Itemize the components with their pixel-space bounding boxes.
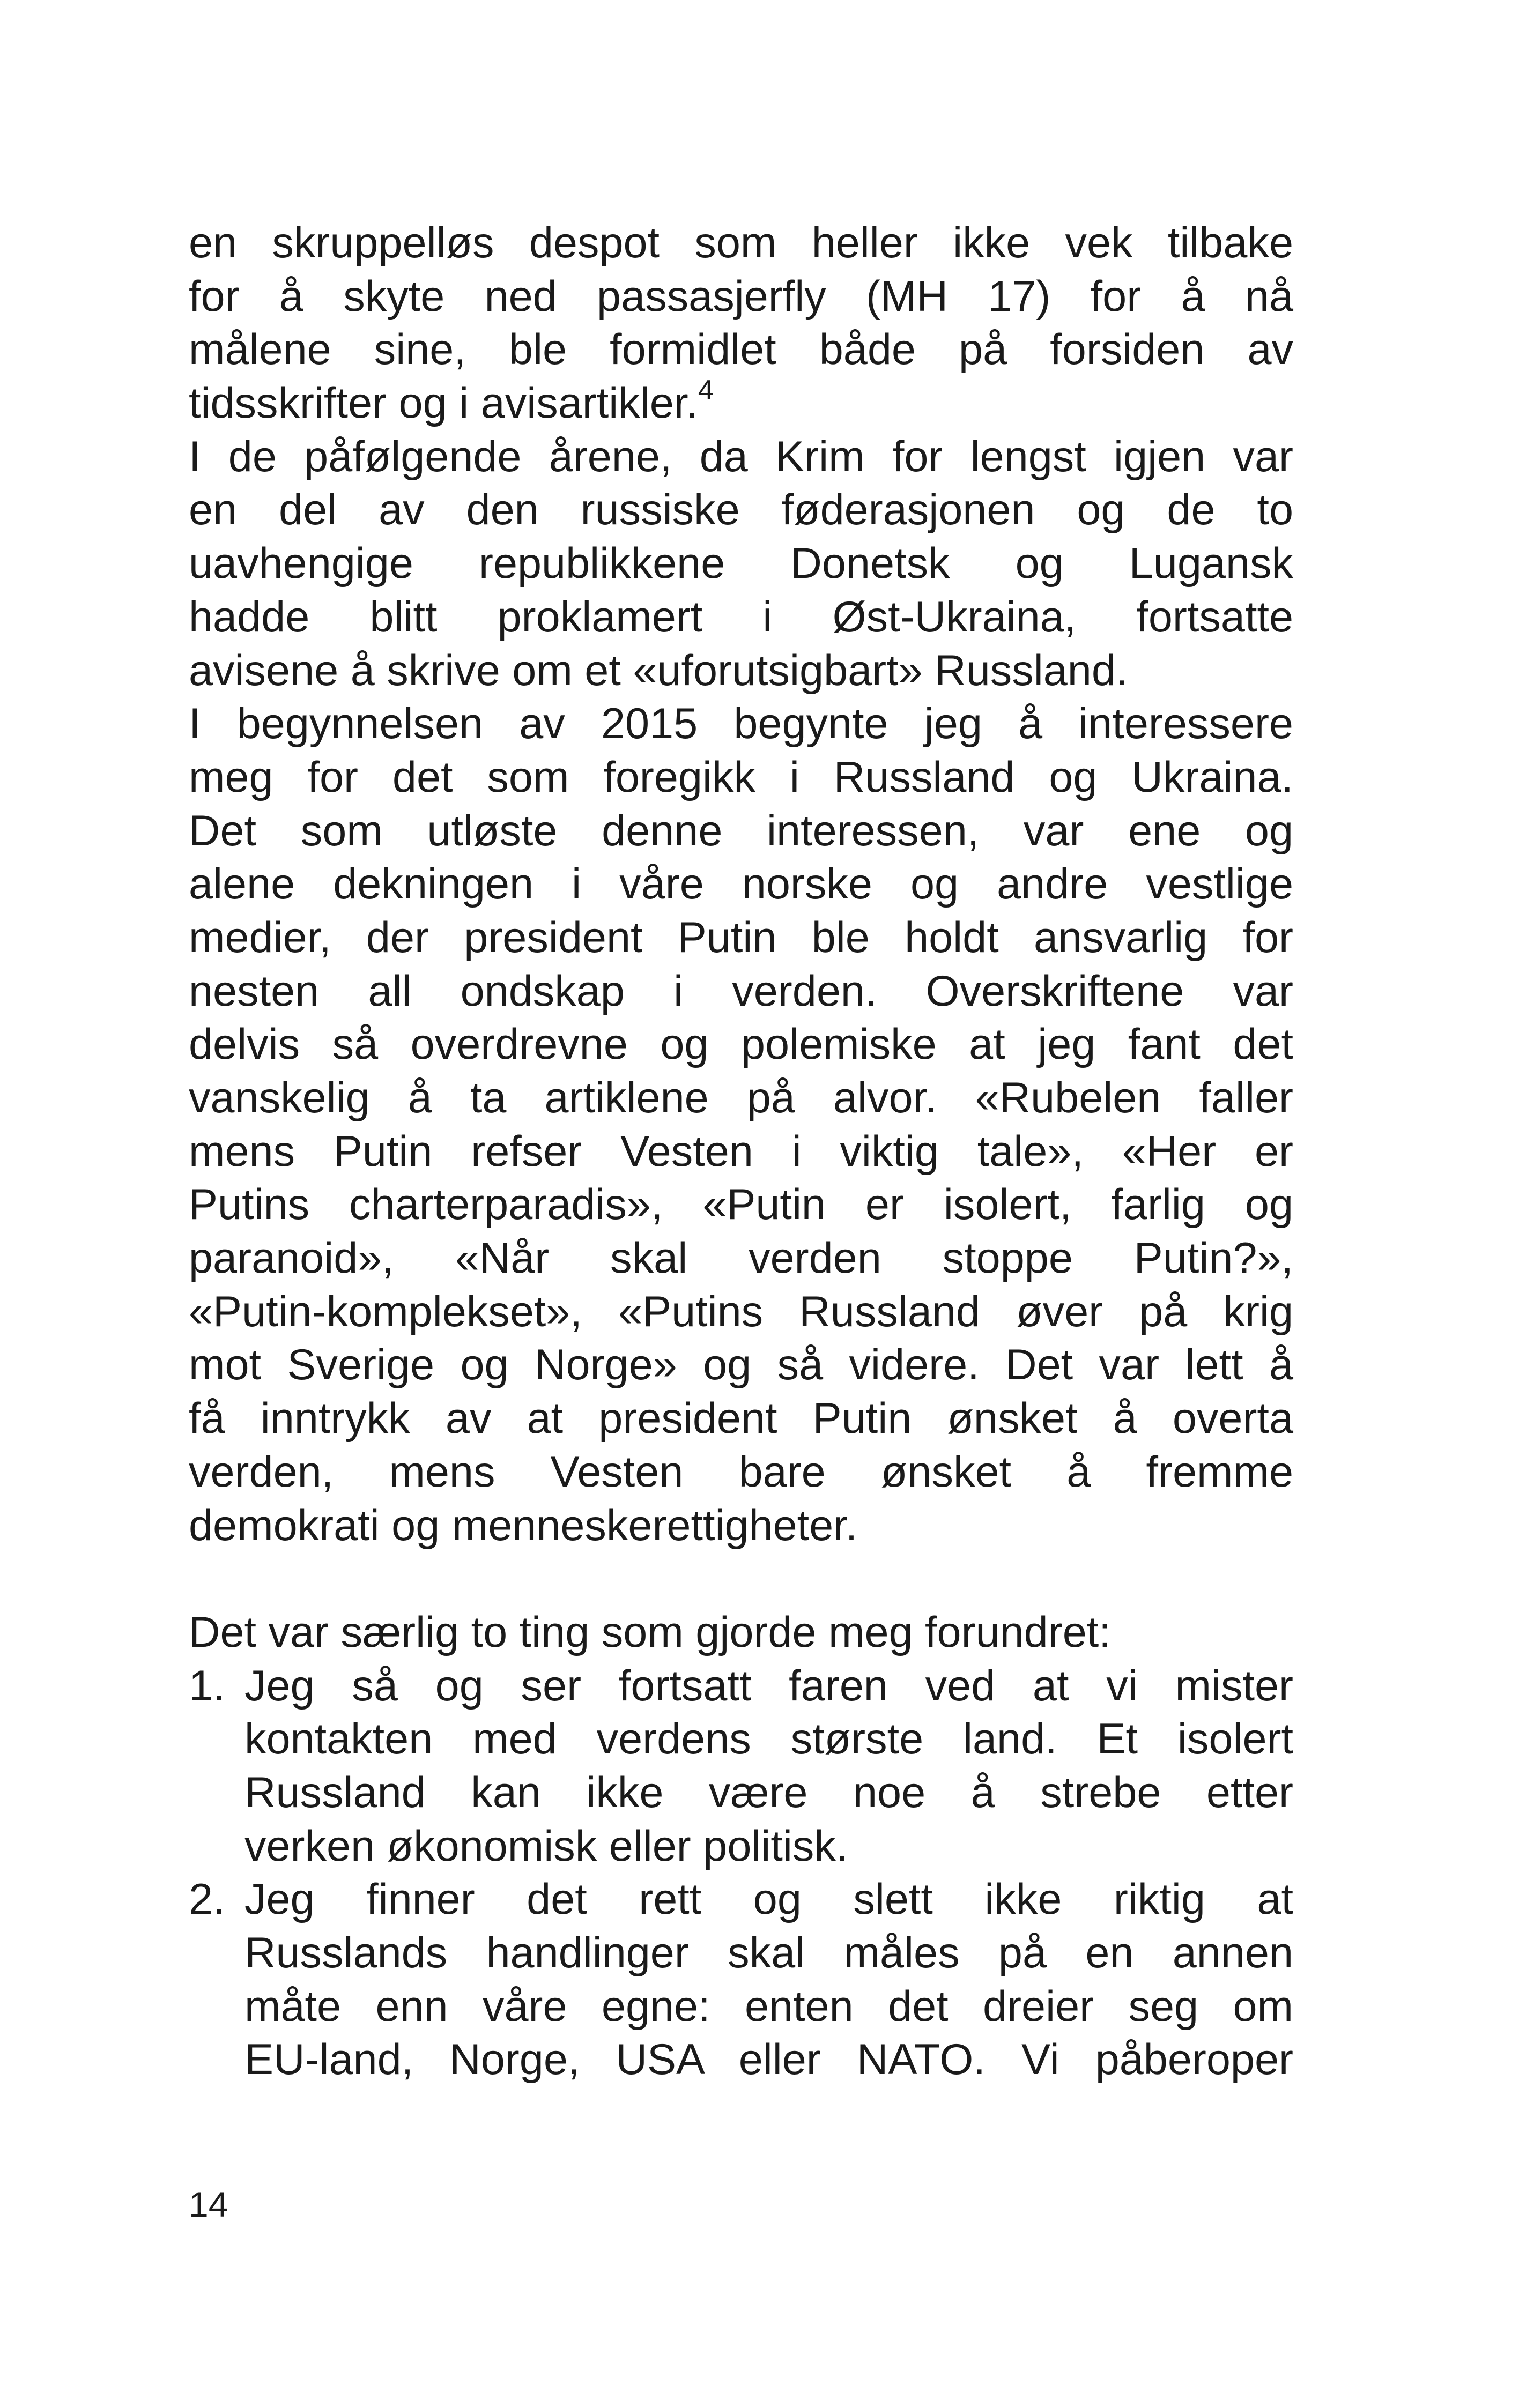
text-line: delvis så overdrevne og polemiske at jeg fant det: [189, 1020, 1293, 1069]
text-line: Putins charterparadis», «Putin er isolert, farlig og: [189, 1180, 1293, 1229]
text-line: Jeg så og ser fortsatt faren ved at vi mister: [244, 1661, 1293, 1710]
text-line: mens Putin refser Vesten i viktig tale», «Her er: [189, 1127, 1293, 1176]
text-line: EU-land, Norge, USA eller NATO. Vi påberoper: [244, 2035, 1293, 2084]
text-span: tidsskrifter og i avisartikler.: [189, 379, 698, 428]
text-line: for å skyte ned passasjerfly (MH 17) for å nå: [189, 272, 1293, 321]
text-line: alene dekningen i våre norske og andre vestlige: [189, 860, 1293, 909]
text-line: Det som utløste denne interessen, var ene og: [189, 806, 1293, 855]
text-line: «Putin-komplekset», «Putins Russland øver på krig: [189, 1287, 1293, 1336]
text-line: mot Sverige og Norge» og så videre. Det var lett å: [189, 1341, 1293, 1389]
text-line: måte enn våre egne: enten det dreier seg om: [244, 1982, 1293, 2031]
list-item-number: 1.: [189, 1661, 225, 1710]
text-line: Russlands handlinger skal måles på en annen: [244, 1929, 1293, 1977]
text-line: kontakten med verdens største land. Et isolert: [244, 1715, 1293, 1764]
page-body: [189, 217, 1293, 2087]
paragraph: [189, 430, 1293, 697]
text-line: Russland kan ikke være noe å strebe etter: [244, 1768, 1293, 1817]
text-line: I de påfølgende årene, da Krim for lengst igjen var: [189, 432, 1293, 481]
list-item: [189, 1660, 1293, 1874]
text-line: paranoid», «Når skal verden stoppe Putin?»,: [189, 1234, 1293, 1283]
paragraph: [189, 1606, 1293, 1660]
text-line: verken økonomisk eller politisk.: [244, 1822, 848, 1870]
paragraph: [189, 217, 1293, 430]
text-line: en del av den russiske føderasjonen og de to: [189, 486, 1293, 534]
text-line: [189, 377, 1293, 430]
list-item: [189, 1873, 1293, 2087]
footnote-reference[interactable]: 4: [698, 375, 714, 406]
text-line: målene sine, ble formidlet både på forsiden av: [189, 325, 1293, 374]
text-line: nesten all ondskap i verden. Overskriftene var: [189, 967, 1293, 1015]
paragraph-spacer: [189, 1552, 1293, 1606]
paragraph: [189, 697, 1293, 1552]
text-line: uavhengige republikkene Donetsk og Lugansk: [189, 539, 1293, 588]
page-number: 14: [189, 2184, 228, 2224]
text-line: hadde blitt proklamert i Øst-Ukraina, fortsatte: [189, 592, 1293, 641]
text-line: Jeg finner det rett og slett ikke riktig at: [244, 1875, 1293, 1924]
text-line: demokrati og menneskerettigheter.: [189, 1501, 858, 1550]
numbered-list: [189, 1660, 1293, 2087]
text-line: få inntrykk av at president Putin ønsket å overta: [189, 1394, 1293, 1443]
text-line: I begynnelsen av 2015 begynte jeg å interessere: [189, 700, 1293, 748]
text-line: avisene å skrive om et «uforutsigbart» Russland.: [189, 646, 1128, 695]
list-item-number: 2.: [189, 1875, 225, 1924]
text-line: en skruppelløs despot som heller ikke vek tilbake: [189, 219, 1293, 267]
text-line: meg for det som foregikk i Russland og Ukraina.: [189, 753, 1293, 801]
text-line: vanskelig å ta artiklene på alvor. «Rubelen faller: [189, 1074, 1293, 1122]
text-line: verden, mens Vesten bare ønsket å fremme: [189, 1447, 1293, 1496]
list-item-body: [244, 1873, 1293, 2087]
text-line: Det var særlig to ting som gjorde meg forundret:: [189, 1608, 1111, 1656]
text-line: medier, der president Putin ble holdt ansvarlig for: [189, 913, 1293, 962]
list-item-body: [244, 1660, 1293, 1874]
